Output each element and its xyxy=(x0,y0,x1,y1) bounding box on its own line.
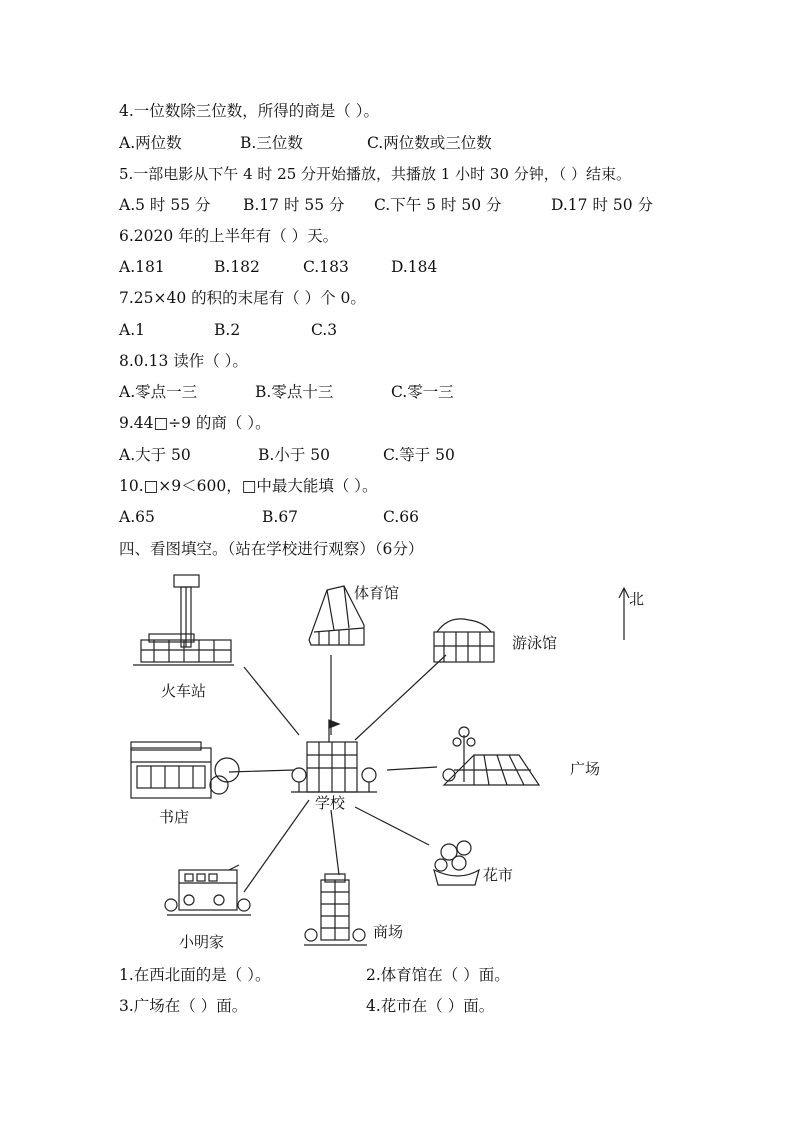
line-to-train-station xyxy=(244,667,299,735)
q6-option-a: A.181 xyxy=(119,258,165,276)
q5-option-d: D.17 时 50 分 xyxy=(551,196,654,214)
q6-option-d: D.184 xyxy=(391,258,438,276)
q9-option-c: C.等于 50 xyxy=(383,446,455,464)
train-station-icon xyxy=(133,575,234,665)
bookstore-icon xyxy=(131,742,239,798)
q5-option-b: B.17 时 55 分 xyxy=(243,196,345,214)
q4-option-a: A.两位数 xyxy=(119,134,182,152)
q7-option-b: B.2 xyxy=(214,321,241,339)
q6-option-b: B.182 xyxy=(214,258,260,276)
question-10: 10.□×9＜600，□中最大能填（ ）。 xyxy=(119,477,378,495)
mall-label: 商场 xyxy=(373,923,404,941)
q8-option-c: C.零一三 xyxy=(391,383,454,401)
direction-map xyxy=(119,570,679,955)
blank-4: 4.花市在（ ）面。 xyxy=(366,997,495,1015)
pool-icon xyxy=(434,619,494,662)
train-station-label: 火车站 xyxy=(161,682,207,700)
q8-option-a: A.零点一三 xyxy=(119,383,198,401)
q4-option-c: C.两位数或三位数 xyxy=(367,134,492,152)
blank-1: 1.在西北面的是（ ）。 xyxy=(119,966,271,984)
question-7: 7.25×40 的积的末尾有（ ）个 0。 xyxy=(119,289,366,307)
school-label: 学校 xyxy=(315,794,346,812)
q10-option-c: C.66 xyxy=(383,508,419,526)
question-5: 5.一部电影从下午 4 时 25 分开始播放，共播放 1 小时 30 分钟，（ ）结束。 xyxy=(119,165,631,183)
q10-option-b: B.67 xyxy=(262,508,299,526)
bookstore-label: 书店 xyxy=(159,808,190,826)
line-to-square xyxy=(387,767,437,770)
question-4: 4.一位数除三位数，所得的商是（ ）。 xyxy=(119,102,379,120)
question-9: 9.44□÷9 的商（ ）。 xyxy=(119,414,271,432)
square-label: 广场 xyxy=(570,760,601,778)
gym-label: 体育馆 xyxy=(354,584,400,602)
mall-icon xyxy=(304,874,367,945)
q6-option-c: C.183 xyxy=(303,258,349,276)
q9-option-b: B.小于 50 xyxy=(258,446,330,464)
home-label: 小明家 xyxy=(179,933,225,951)
q5-option-a: A.5 时 55 分 xyxy=(119,196,211,214)
north-label: 北 xyxy=(629,590,645,608)
line-to-pool xyxy=(355,655,446,740)
q7-option-a: A.1 xyxy=(119,321,145,339)
q4-option-b: B.三位数 xyxy=(240,134,303,152)
question-6: 6.2020 年的上半年有（ ）天。 xyxy=(119,227,339,245)
square-icon xyxy=(443,727,539,785)
blank-3: 3.广场在（ ）面。 xyxy=(119,997,248,1015)
flower-market-label: 花市 xyxy=(483,866,514,884)
flower-market-icon xyxy=(434,841,479,885)
home-icon xyxy=(165,865,251,915)
q5-option-c: C.下午 5 时 50 分 xyxy=(374,196,502,214)
line-to-flower-market xyxy=(355,807,429,845)
blank-2: 2.体育馆在（ ）面。 xyxy=(366,966,510,984)
q8-option-b: B.零点十三 xyxy=(255,383,334,401)
section-4-title: 四、看图填空。（站在学校进行观察）（6分） xyxy=(119,540,424,558)
q7-option-c: C.3 xyxy=(311,321,338,339)
question-8: 8.0.13 读作（ ）。 xyxy=(119,352,248,370)
q10-option-a: A.65 xyxy=(119,508,155,526)
line-to-home xyxy=(244,800,309,892)
line-to-mall xyxy=(331,810,339,875)
q9-option-a: A.大于 50 xyxy=(119,446,191,464)
pool-label: 游泳馆 xyxy=(512,634,558,652)
